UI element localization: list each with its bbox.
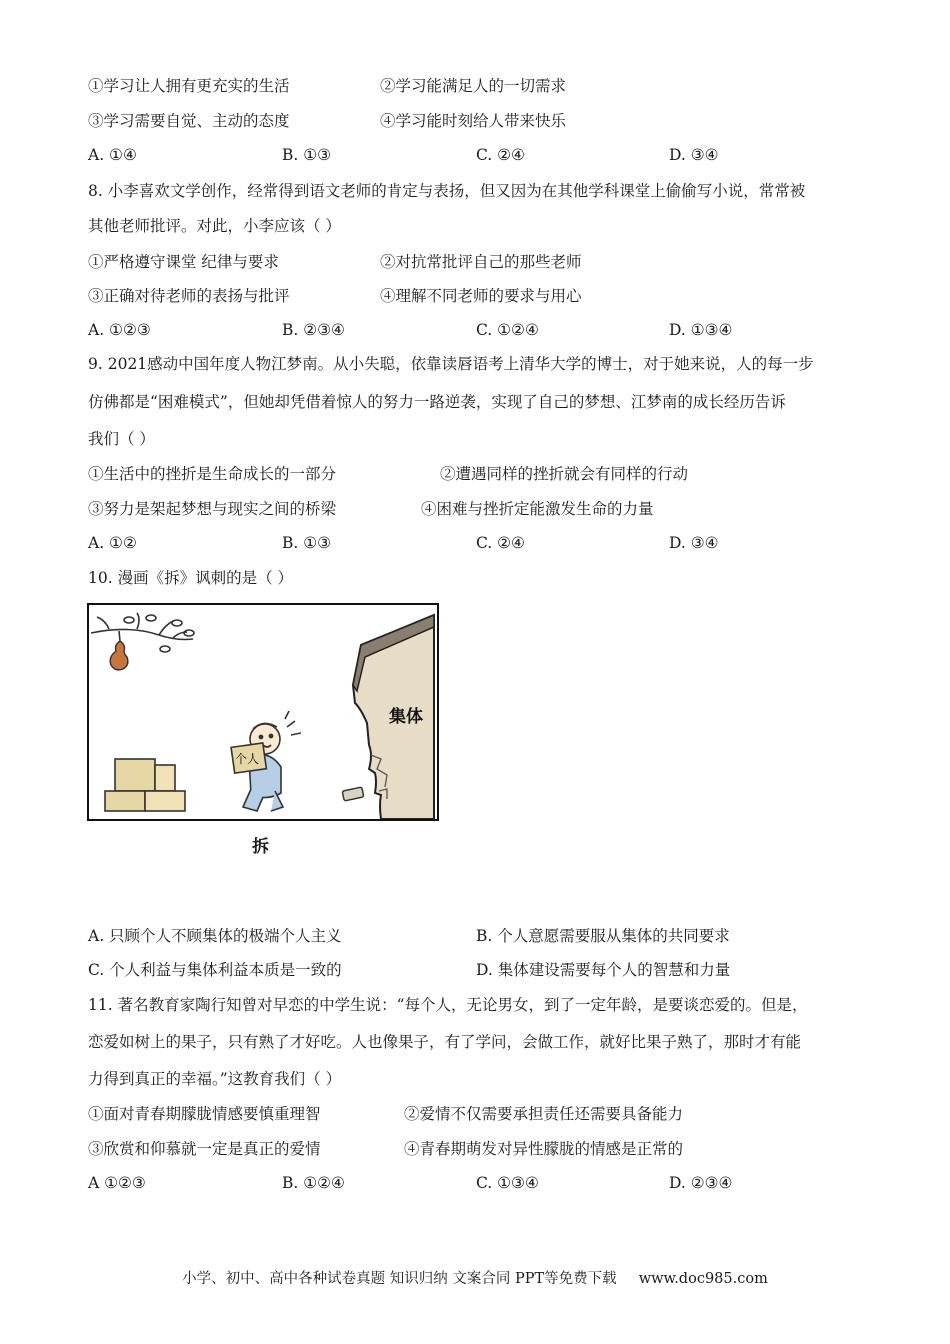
q9-choice-d: D. ③④	[669, 534, 719, 552]
q7-option-1: ①学习让人拥有更充实的生活	[88, 77, 290, 95]
q7-option-3: ③学习需要自觉、主动的态度	[88, 112, 290, 130]
fallen-brick	[342, 787, 364, 801]
q11-choice-a: A ①②③	[88, 1174, 146, 1192]
q8-choice-d: D. ①③④	[669, 321, 733, 339]
q11-option-4: ④青春期萌发对异性朦胧的情感是正常的	[404, 1140, 684, 1158]
q8-choice-c: C. ①②④	[476, 321, 539, 339]
q7-choice-b: B. ①③	[282, 146, 332, 164]
q11-stem-line-1: 11. 著名教育家陶行知曾对早恋的中学生说：“每个人，无论男女，到了一定年龄，是要谈恋爱的。但是，	[88, 996, 808, 1014]
q8-option-1: ①严格遵守课堂 纪律与要求	[88, 253, 279, 271]
q8-option-2: ②对抗常批评自己的那些老师	[380, 253, 582, 271]
q7-choice-c: C. ②④	[476, 146, 525, 164]
comic-illustration	[87, 603, 439, 821]
q9-stem-line-3: 我们（ ）	[88, 430, 155, 448]
q10-option-d: D. 集体建设需要每个人的智慧和力量	[476, 961, 731, 979]
footer-url-link[interactable]: www.doc985.com	[638, 1271, 768, 1287]
q9-choice-b: B. ①③	[282, 534, 332, 552]
gourd	[110, 641, 128, 670]
q11-stem-line-2: 恋爱如树上的果子，只有熟了才好吃。人也像果子，有了学问，会做工作，就好比果子熟了，那时才有能	[88, 1033, 802, 1051]
q9-stem-line-2: 仿佛都是“困难模式”，但她却凭借着惊人的努力一路逆袭，实现了自己的梦想、江梦南的成长经历告诉	[88, 393, 786, 411]
q11-option-2: ②爱情不仅需要承担责任还需要具备能力	[404, 1105, 684, 1123]
q11-choice-b: B. ①②④	[282, 1174, 345, 1192]
individual-label: 个人	[235, 752, 260, 766]
q8-choice-b: B. ②③④	[282, 321, 345, 339]
q9-stem-line-1: 9. 2021感动中国年度人物江梦南。从小失聪，依靠读唇语考上清华大学的博士，对于她来说，人的每一步	[88, 355, 814, 373]
q10-option-c: C. 个人利益与集体利益本质是一致的	[88, 961, 342, 979]
q8-stem-line-1: 8. 小李喜欢文学创作，经常得到语文老师的肯定与表扬，但又因为在其他学科课堂上偷偷写小说，常常被	[88, 182, 806, 200]
q9-choice-a: A. ①②	[88, 534, 137, 552]
q10-stem-line-1: 10. 漫画《拆》讽刺的是（ ）	[88, 569, 294, 587]
comic-caption: 拆	[252, 837, 269, 857]
q7-option-4: ④学习能时刻给人带来快乐	[380, 112, 567, 130]
page-footer	[0, 1269, 950, 1289]
q9-choice-c: C. ②④	[476, 534, 525, 552]
q7-choice-a: A. ①④	[88, 146, 137, 164]
q8-option-3: ③正确对待老师的表扬与批评	[88, 287, 290, 305]
footer-text: 小学、初中、高中各种试卷真题 知识归纳 文案合同 PPT等免费下载	[182, 1271, 617, 1287]
q9-option-3: ③努力是架起梦想与现实之间的桥梁	[88, 500, 337, 518]
q7-choice-d: D. ③④	[669, 146, 719, 164]
q9-option-4: ④困难与挫折定能激发生命的力量	[421, 500, 654, 518]
q11-stem-line-3: 力得到真正的幸福。”这教育我们（ ）	[88, 1070, 342, 1088]
q11-option-3: ③欣赏和仰慕就一定是真正的爱情	[88, 1140, 321, 1158]
q11-choice-c: C. ①③④	[476, 1174, 539, 1192]
collective-label: 集体	[389, 707, 423, 727]
q8-stem-line-2: 其他老师批评。对此，小李应该（ ）	[88, 217, 341, 235]
brick-pile	[105, 759, 185, 811]
q8-option-4: ④理解不同老师的要求与用心	[380, 287, 582, 305]
q10-option-a: A. 只顾个人不顾集体的极端个人主义	[88, 927, 342, 945]
q7-option-2: ②学习能满足人的一切需求	[380, 77, 567, 95]
q9-option-1: ①生活中的挫折是生命成长的一部分	[88, 465, 337, 483]
q11-choice-d: D. ②③④	[669, 1174, 733, 1192]
q11-option-1: ①面对青春期朦胧情感要慎重理智	[88, 1105, 321, 1123]
branch-with-gourd	[91, 613, 194, 652]
q9-option-2: ②遭遇同样的挫折就会有同样的行动	[440, 465, 689, 483]
q10-option-b: B. 个人意愿需要服从集体的共同要求	[476, 927, 730, 945]
q8-choice-a: A. ①②③	[88, 321, 151, 339]
